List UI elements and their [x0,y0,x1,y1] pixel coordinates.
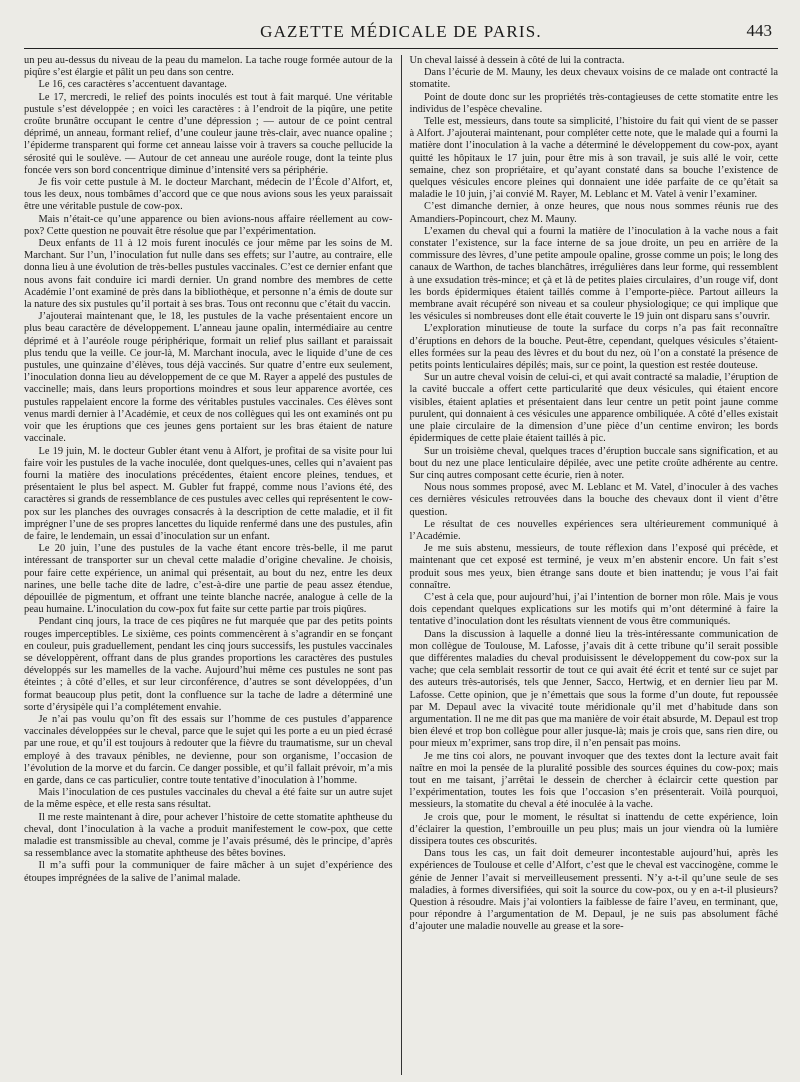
paragraph: Je n’ai pas voulu qu’on fît des essais sur l’homme de ces pustules d’apparence vaccinales développées sur le cheval, parce que le sujet qui les porte a eu un pied écrasé par une roue, et qu’il est toujours à redouter que la fièvre du traumatisme, sur un cheval employé à des travaux pénibles, ne devienne, pour son organisme, l’occasion de l’évolution de la morve et du farcin. Ce danger possible, et qu’il fallait prévoir, m’a mis en garde, dans ce cas particulier, contre toute tentative d’inoculation à l’homme. [24,713,393,786]
journal-title: GAZETTE MÉDICALE DE PARIS. [260,22,542,41]
paragraph: Je me suis abstenu, messieurs, de toute réflexion dans l’exposé qui précède, et maintenant que cet exposé est terminé, je veux m’en abstenir encore. Un fait s’est produit sous mes yeux, bien étrange sans doute et bien inattendu; je vous l’ai fait connaître. [409,543,778,591]
paragraph: C’est à cela que, pour aujourd’hui, j’ai l’intention de borner mon rôle. Mais je vous dois cependant quelques explications sur les motifs qui m’ont déterminé à faire la tentative d’inoculation dont les résultats viennent de vous être communiqués. [409,591,778,628]
paragraph: Telle est, messieurs, dans toute sa simplicité, l’histoire du fait qui vient de se passer à Alfort. J’ajouterai maintenant, pour compléter cette note, que le malade qui a fourni la matière dont l’inoculation à la vache a déterminé le développement du cow-pox, ayant quitté les hôpitaux le 17 juin, pour être mis à son travail, je suis allé le voir, cette semaine, chez son propriétaire, et qu’ayant constaté dans sa bouche l’existence de quelques vésicules encore pleines qui donnaient une idée parfaite de ce qu’était sa maladie le 10 juin, j’ai convié M. Rayer, M. Leblanc et M. Vatel à venir l’examiner. [409,116,778,201]
left-column [24,55,401,1075]
paragraph: Je fis voir cette pustule à M. le docteur Marchant, médecin de l’École d’Alfort, et, tous les deux, nous tombâmes d’accord que ce que nous avions sous les yeux paraissait être une véritable pustule de cow-pox. [24,177,393,213]
paragraph: Mais n’était-ce qu’une apparence ou bien avions-nous affaire réellement au cow-pox? Cette question ne pouvait être résolue que par l’expérimentation. [24,213,393,237]
paragraph: Dans la discussion à laquelle a donné lieu la très-intéressante communication de mon collègue de Toulouse, M. Lafosse, j’avais dit à cette tribune qu’il serait possible que différentes maladies du cheval produisissent le développement du cow-pox sur la vache; que cela semblait ressortir de tout ce qui avait été écrit et tenté sur ce sujet par des auteurs très-autorisés, tels que Jenner, Sacco, Hertwig, et en dernier lieu par M. Lafosse. Cette opinion, que je n’émettais que sous la forme d’un doute, fut repoussée par M. Depaul avec la vivacité toute méridionale qu’il met d’habitude dans son argumentation. Il ne me dit pas que ma manière de voir était absurde, M. Depaul est trop bien élevé et trop bon collègue pour aller jusque-là; mais je crois que, sans rien dire, ou pour mieux m’exprimer, sans trop dire, il n’en pensait pas moins. [409,628,778,750]
paragraph: Le 20 juin, l’une des pustules de la vache étant encore très-belle, il me parut intéressant de transporter sur un cheval cette maladie d’origine chevaline. Je choisis, pour faire cette expérience, un animal qui présentait, au bout du nez, entre les deux narines, une belle tache dite de ladre, c’est-à-dire une partie de peau assez étendue, dépouillée de pigmentum, et offrant une teinte blanche nacrée, analogue à celle de la peau humaine. L’inoculation du cow-pox fut faite sur cette partie par trois piqûres. [24,543,393,616]
paragraph: Dans l’écurie de M. Mauny, les deux chevaux voisins de ce malade ont contracté la stomatite. [409,67,778,91]
paragraph: Point de doute donc sur les propriétés très-contagieuses de cette stomatite entre les individus de l’espèce chevaline. [409,91,778,115]
paragraph: J’ajouterai maintenant que, le 18, les pustules de la vache présentaient encore un plus beau caractère de développement. L’anneau jaune opalin, intermédiaire au centre déprimé et à l’auréole rouge périphérique, formait un relief plus saillant et paraissait plus tendu que la veille. Ce jour-là, M. Marchant inocula, avec le liquide d’une de ces pustules, une quinzaine d’élèves, tous déjà vaccinés. Sur quatre d’entre eux seulement, l’inoculation donna lieu au développement de ce que M. Rayer a appelé des pustules de vaccinelle; mais, dans leurs proportions moindres et sous leur apparence avortée, ces pustules rappelaient encore la forme des véritables pustules vaccinales. Ces élèves sont venus mardi dernier à l’Académie, et ceux de nos collègues qui les ont examinés ont pu voir que les éruptions que ces jeunes gens portaient sur les bras étaient de nature vaccinale. [24,311,393,445]
paragraph: Sur un troisième cheval, quelques traces d’éruption buccale sans signification, et au bout du nez une place lenticulaire dépilée, avec une petite croûte adhérente au centre. Sur cinq autres composant cette écurie, rien à noter. [409,445,778,481]
paragraph: Deux enfants de 11 à 12 mois furent inoculés ce jour même par les soins de M. Marchant. Sur l’un, l’inoculation fut nulle dans ses effets; sur l’autre, au contraire, elle donna lieu à une évolution de très-belles pustules vaccinales. C’est ce dernier enfant que nous avons fait conduire ici mardi dernier. Un grand nombre des membres de cette Académie l’ont examiné de près dans la bibliothèque, et personne n’a émis de doute sur la nature des six pustules qu’il portait à ses bras. Tous ont reconnu que c’était du vaccin. [24,238,393,311]
paragraph: Le 17, mercredi, le relief des points inoculés est tout à fait marqué. Une véritable pustule s’est développée ; en voici les caractères : à l’endroit de la piqûre, une petite croûte brunâtre occupant le centre d’une dépression ; — autour de ce point central déprimé, un anneau, formant relief, d’une couleur jaune très-clair, avec nuance opaline ; l’épiderme transparent qui forme cet anneau laisse voir à travers sa couche pellucide la sérosité qui le soulève. — Autour de cet anneau une auréole rouge, dont la teinte plus foncée vers son bord concentrique diminue d’intensité vers sa périphérie. [24,91,393,176]
text-columns [24,55,778,1075]
page-header [24,18,778,49]
paragraph: un peu au-dessus du niveau de la peau du mamelon. La tache rouge formée autour de la piqûre s’est élargie et pâlit un peu dans son centre. [24,55,393,79]
paragraph: Je crois que, pour le moment, le résultat si inattendu de cette expérience, loin d’éclairer la question, l’embrouille un peu plus; mais un jour viendra où la lumière dissipera toutes ces obscurités. [409,811,778,847]
paragraph: Le 19 juin, M. le docteur Gubler étant venu à Alfort, je profitai de sa visite pour lui faire voir les pustules de la vache inoculée, dont quelques-unes, celles qui n’avaient pas fourni la matière des inoculations précédentes, étaient encore pleines, tendues, et présentaient le plus bel aspect. M. Gubler fut frappé, comme nous l’avions été, des caractères si grands de ressemblance de ces pustules avec celles qui représentent le cow-pox sur les planches des ouvrages consacrés à la description de cette maladie, et il fit imprégner l’une de ses propres lancettes du liquide renfermé dans une des pustules, afin de faire, le lendemain, un essai d’inoculation sur un enfant. [24,445,393,542]
paragraph: C’est dimanche dernier, à onze heures, que nous nous sommes réunis rue des Amandiers-Popincourt, chez M. Mauny. [409,201,778,225]
right-column [402,55,779,1075]
paragraph: Pendant cinq jours, la trace de ces piqûres ne fut marquée que par des petits points rouges imperceptibles. Le sixième, ces points commencèrent à s’agrandir en se fonçant en couleur, puis graduellement, pendant les cinq jours successifs, les pustules vaccinales se développèrent, offrant dans de plus grandes proportions les caractères des pustules développés sur les mamelles de la vache. Aujourd’hui même ces pustules ne sont pas éteintes ; à côté d’elles, et sur leur circonférence, d’autres se sont développées, d’un format beaucoup plus petit, dont la confluence sur la tache de ladre a déterminé une sorte d’érysipèle qui l’a complétement envahie. [24,616,393,713]
paragraph: Le 16, ces caractères s’accentuent davantage. [38,79,227,91]
paragraph: Sur un autre cheval voisin de celui-ci, et qui avait contracté sa maladie, l’éruption de la cavité buccale a offert cette particularité que deux vésicules, qui étaient encore visibles, étaient aplaties et présentaient dans leur centre un petit point jaune comme purulent, qui donnaient à ces vésicules une apparence ombiliquée. A côté d’elles existait une plaie circulaire de la dimension d’une pièce d’un centime environ; les bords épidermiques de cette plaie étaient taillés à pic. [409,372,778,445]
paragraph: Le résultat de ces nouvelles expériences sera ultérieurement communiqué à l’Académie. [409,518,778,542]
page-number: 443 [746,21,772,40]
paragraph: Mais l’inoculation de ces pustules vaccinales du cheval a été faite sur un autre sujet de la même espèce, et elle resta sans résultat. [24,787,393,811]
paragraph: Nous nous sommes proposé, avec M. Leblanc et M. Vatel, d’inoculer à des vaches ces dernières vésicules retrouvées dans la bouche des chevaux dont il vient d’être question. [409,482,778,518]
paragraph: Il me reste maintenant à dire, pour achever l’histoire de cette stomatite aphtheuse du cheval, dont l’inoculation à la vache a produit manifestement le cow-pox, que cette maladie est transmissible au cheval, comme je l’avais présumé, dès le principe, d’après sa ressemblance avec la stomatite aphtheuse des bêtes bovines. [24,811,393,860]
paragraph: Un cheval laissé à dessein à côté de lui la contracta. [409,55,625,66]
paragraph: Dans tous les cas, un fait doit demeurer incontestable aujourd’hui, après les expériences de Toulouse et celle d’Alfort, c’est que le cheval est vaccinogène, comme le génie de Jenner l’avait si merveilleusement pressenti. N’y a-t-il qu’une seule de ses maladies, à formes diversifiées, qui soit la source du cow-pox, ou y en a-t-il plusieurs? Question à résoudre. Mais j’ai volontiers la faiblesse de faire l’aveu, en terminant, que, pour répondre à l’argumentation de M. Depaul, je ne suis pas absolument fâché d’ajouter une maladie nouvelle au grease et la sore- [409,848,778,933]
paragraph: Je me tins coi alors, ne pouvant invoquer que des textes dont la lecture avait fait naître en moi la pensée de la pluralité possible des sources équines du cow-pox; mais tout en me taisant, j’arrêtai le dessein de chercher à éclaircir cette question par l’expérimentation, toutes les fois que l’occasion s’en présenterait. Voilà pourquoi, messieurs, la stomatite du cheval a été inoculée à la vache. [409,750,778,811]
paragraph: Il m’a suffi pour la communiquer de faire mâcher à un sujet d’expérience des étoupes imprégnées de la salive de l’animal malade. [24,860,393,884]
paragraph: L’exploration minutieuse de toute la surface du corps n’a pas fait reconnaître d’éruptions en dehors de la bouche. Peut-être, cependant, quelques vésicules s’étaient-elles formées sur la peau des lèvres et du bout du nez, où l’on a constaté la présence de petits points lenticulaires dépilés; mais, sur ce point, la question est restée douteuse. [409,323,778,372]
paragraph: L’examen du cheval qui a fourni la matière de l’inoculation à la vache nous a fait constater l’existence, sur la face interne de sa joue droite, un peu en arrière de la commissure des lèvres, d’une petite ampoule opaline, grosse comme un pois; le long des canaux de Warthon, de taches blanchâtres, irrégulières dans leur forme, qui ressemblent à une exsudation très-mince; et çà et là de petites plaies circulaires, d’un rouge vif, dont les bords épidermiques étaient taillés comme à l’emporte-pièce. Partout ailleurs la membrane avait récupéré son niveau et sa couleur physiologique; ce qui implique que les vésicules si nombreuses dont elle était couverte le 19 juin ont disparu sans s’ouvrir. [409,225,778,323]
